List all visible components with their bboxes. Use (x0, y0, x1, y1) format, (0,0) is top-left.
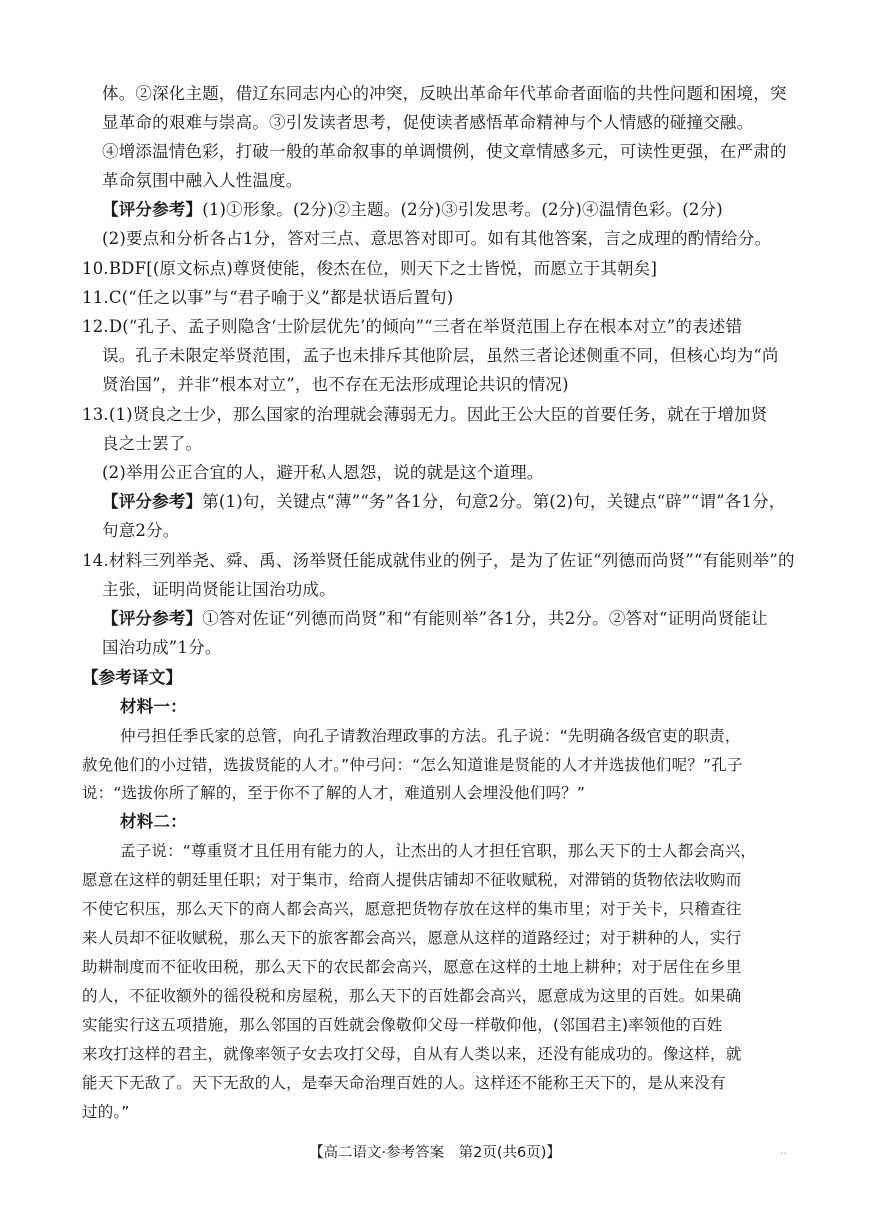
text-line (82, 286, 453, 310)
text-line (82, 403, 767, 427)
line-text: ①答对佐证“列德而尚贤”和“有能则举”各1分，共2分。②答对“证明尚贤能让 (202, 609, 768, 628)
text-line (82, 1071, 726, 1095)
text-line (102, 198, 723, 222)
text-line (102, 111, 753, 135)
text-line (102, 373, 569, 397)
line-text: 国治功成”1分。 (102, 638, 222, 657)
line-text: 13.(1)贤良之士少，那么国家的治理就会薄弱无力。因此王公大臣的首要任务，就在于增加贤 (82, 405, 768, 424)
text-line (82, 868, 741, 892)
line-text: 过的。” (82, 1103, 130, 1121)
text-line (120, 695, 187, 719)
line-text: 体。②深化主题，借辽东同志内心的冲突，反映出革命年代革命者面临的共性问题和困境，突 (102, 84, 787, 103)
line-text: 第(1)句，关键点“薄”“务”各1分，句意2分。第(2)句，关键点“辟”“谓”各1分， (202, 492, 786, 511)
line-text: (2)要点和分析各占1分，答对三点、意思答对即可。如有其他答案，言之成理的酌情给分。 (102, 229, 772, 248)
line-text: 助耕制度而不征收田税，那么天下的农民都会高兴，愿意在这样的土地上耕种；对于居住在乡里 (82, 958, 742, 976)
line-text: 句意2分。 (102, 521, 180, 540)
text-line (102, 227, 771, 251)
line-text: 主张，证明尚贤能让国治功成。 (102, 580, 336, 599)
line-text: 赦免他们的小过错，选拔贤能的人才。”仲弓问：“怎么知道谁是贤能的人才并选拔他们呢？”孔子 (82, 756, 743, 774)
section-label: 【评分参考】 (102, 609, 203, 628)
line-text: ④增添温情色彩，打破一般的革命叙事的单调惯例，使文章情感多元，可读性更强，在严肃的 (102, 142, 787, 161)
line-text: 实能实行这五项措施，那么邻国的百姓就会像敬仰父母一样敬仰他，(邻国君主)率领他的百姓 (82, 1016, 723, 1034)
line-text: 不使它积压，那么天下的商人都会高兴，愿意把货物存放在这样的集市里；对于关卡，只稽查往 (82, 900, 742, 918)
line-text: 仲弓担任季氏家的总管，向孔子请教治理政事的方法。孔子说：“先明确各级官吏的职责， (120, 727, 741, 745)
text-line (82, 1013, 723, 1037)
line-text: 愿意在这样的朝廷里任职；对于集市，给商人提供店铺却不征收赋税，对滞销的货物依法收购而 (82, 871, 742, 889)
line-text: (1)①形象。(2分)②主题。(2分)③引发思考。(2分)④温情色彩。(2分) (202, 200, 723, 219)
text-line (82, 955, 741, 979)
text-line (82, 926, 741, 950)
text-line (82, 666, 182, 690)
text-line (102, 169, 302, 193)
line-text: 的人，不征收额外的徭役税和房屋税，那么天下的百姓都会高兴，愿意成为这里的百姓。如果确 (82, 987, 742, 1005)
text-line (82, 549, 795, 573)
text-line (82, 753, 743, 777)
line-text: 来人员却不征收赋税，那么天下的旅客都会高兴，愿意从这样的道路经过；对于耕种的人，实行 (82, 929, 742, 947)
line-text: 显革命的艰难与崇高。③引发读者思考，促使读者感悟革命精神与个人情感的碰撞交融。 (102, 113, 754, 132)
line-text: 良之士罢了。 (102, 434, 203, 453)
text-line (102, 636, 222, 660)
line-text: 误。孔子未限定举贤范围，孟子也未排斥其他阶层，虽然三者论述侧重不同，但核心均为“尚 (102, 346, 779, 365)
text-line (120, 724, 741, 748)
line-text: 10.BDF[(原文标点)尊贤使能，俊杰在位，则天下之士皆悦，而愿立于其朝矣] (82, 259, 658, 278)
line-text: 11.C(“任之以事”与“君子喻于义”都是状语后置句) (82, 288, 454, 307)
text-line (102, 461, 543, 485)
section-label: 【评分参考】 (102, 200, 203, 219)
text-line (102, 82, 787, 106)
section-label: 【评分参考】 (102, 492, 203, 511)
line-text: 贤治国”，并非“根本对立”，也不存在无法形成理论共识的情况) (102, 375, 569, 394)
text-line (120, 810, 187, 834)
footer-mark: .. (780, 1146, 787, 1157)
text-line (82, 1100, 130, 1124)
text-line (102, 140, 787, 164)
text-line (102, 432, 202, 456)
text-line (82, 984, 741, 1008)
text-line (82, 257, 657, 281)
text-line (102, 490, 786, 514)
page-footer: 【高二语文·参考答案 第2页(共6页)】 (309, 1145, 561, 1161)
text-line (82, 315, 742, 339)
section-label: 材料二： (120, 812, 187, 831)
line-text: 能天下无敌了。天下无敌的人，是奉天命治理百姓的人。这样还不能称王天下的，是从来没有 (82, 1074, 726, 1092)
line-text: 12.D(“孔子、孟子则隐含‘士阶层优先’的倾向”“三者在举贤范围上存在根本对立”的表述错 (82, 317, 743, 336)
section-label: 【参考译文】 (82, 668, 183, 687)
line-text: 革命氛围中融入人性温度。 (102, 171, 303, 190)
text-line (82, 1042, 741, 1066)
line-text: 孟子说：“尊重贤才且任用有能力的人，让杰出的人才担任官职，那么天下的士人都会高兴， (120, 842, 757, 860)
line-text: 说：“选拔你所了解的，至于你不了解的人才，难道别人会埋没他们吗？” (82, 784, 586, 802)
section-label: 材料一： (120, 697, 187, 716)
line-text: 14.材料三列举尧、舜、禹、汤举贤任能成就伟业的例子，是为了佐证“列德而尚贤”“有能则举”的 (82, 551, 795, 570)
text-line (120, 839, 756, 863)
text-line (82, 781, 585, 805)
text-line (102, 344, 779, 368)
text-line (102, 519, 180, 543)
line-text: 来攻打这样的君主，就像率领子女去攻打父母，自从有人类以来，还没有能成功的。像这样，就 (82, 1045, 742, 1063)
line-text: (2)举用公正合宜的人，避开私人恩怨，说的就是这个道理。 (102, 463, 544, 482)
text-line (82, 897, 741, 921)
text-line (102, 578, 336, 602)
text-line (102, 607, 768, 631)
